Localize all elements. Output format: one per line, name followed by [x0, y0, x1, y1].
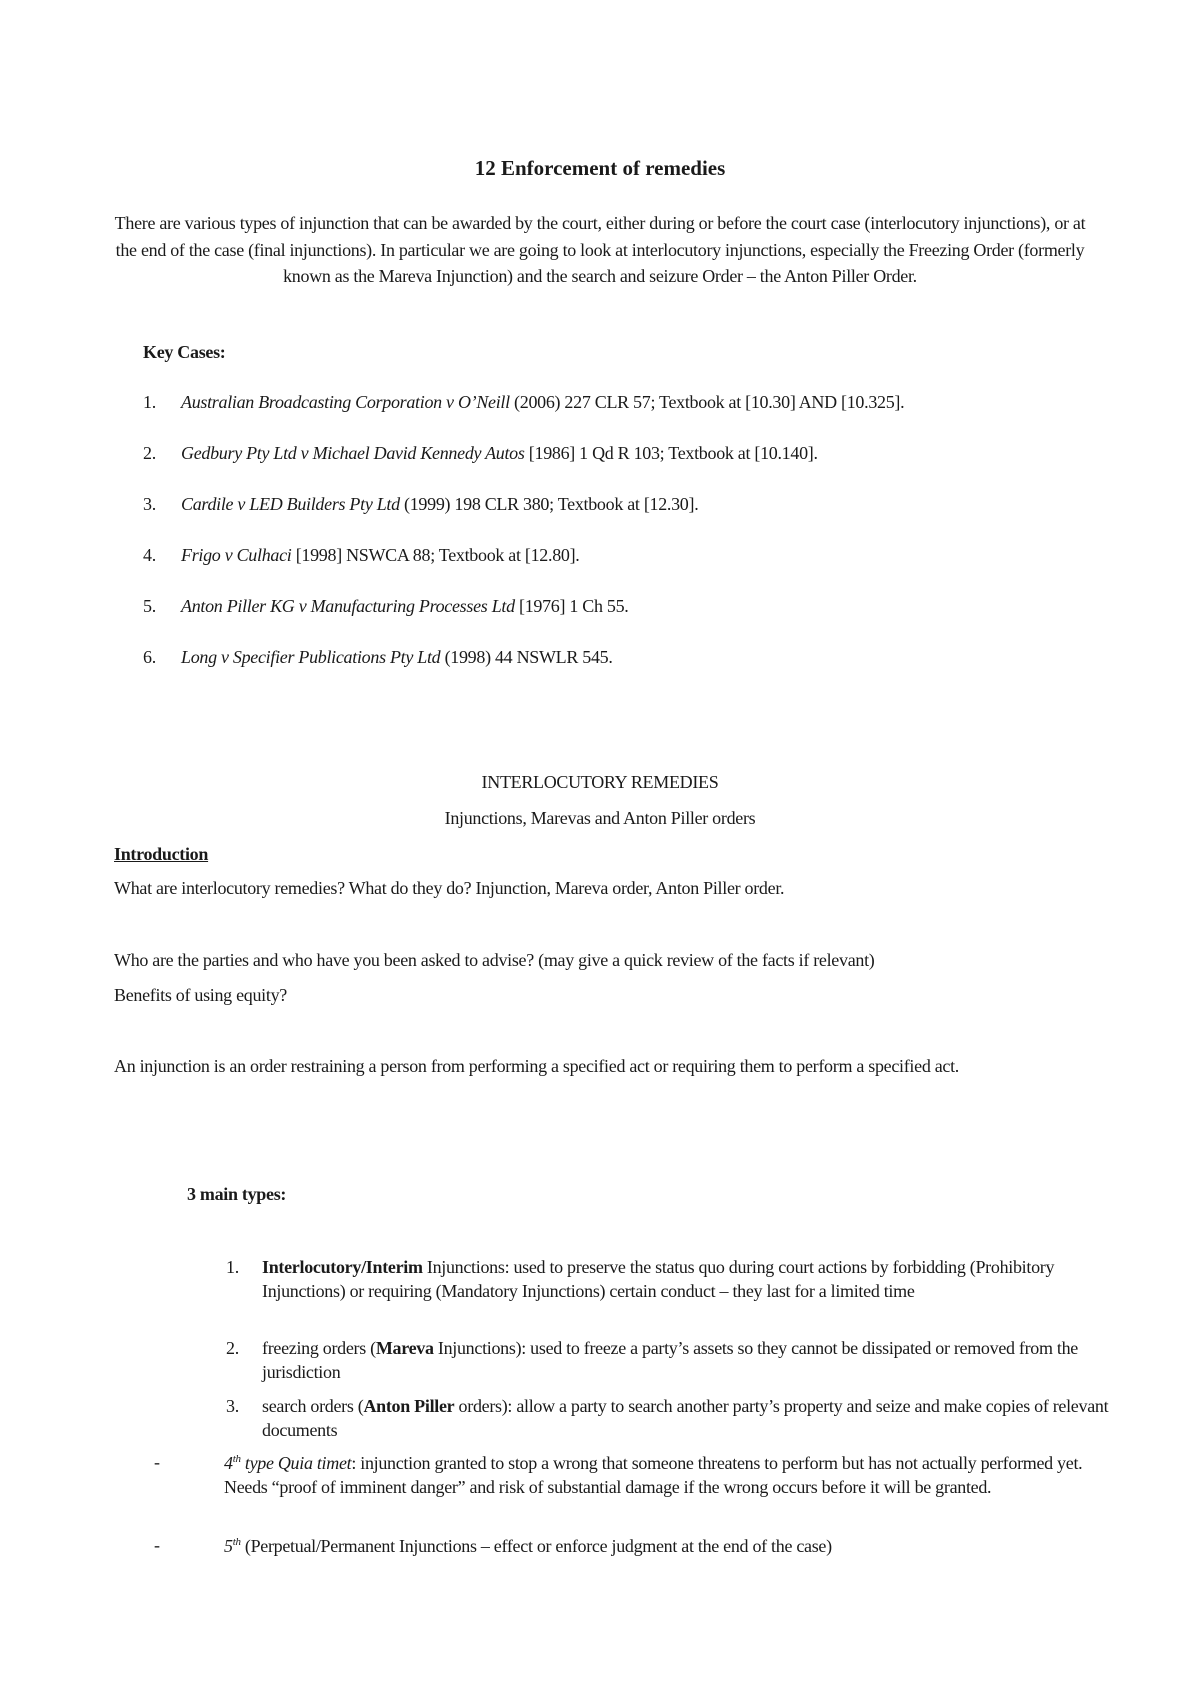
case-citation: [1998] NSWCA 88; Textbook at [12.80]. — [291, 545, 580, 565]
list-number: 2. — [226, 1338, 239, 1358]
case-citation: (1999) 198 CLR 380; Textbook at [12.30]. — [399, 494, 699, 514]
case-citation: (2006) 227 CLR 57; Textbook at [10.30] AND [10.325]. — [509, 392, 905, 412]
dash-item: 5th (Perpetual/Permanent Injunctions – effect or enforce judgment at the end of the case) — [224, 1536, 832, 1556]
case-number: 3. — [143, 494, 156, 514]
case-citation: [1986] 1 Qd R 103; Textbook at [10.140]. — [524, 443, 818, 463]
case-item — [143, 392, 904, 413]
list-text: search orders (Anton Piller orders): allow a party to search another party’s property and seize and make copies of relevant documents — [262, 1396, 1109, 1440]
case-citation: [1976] 1 Ch 55. — [514, 596, 629, 616]
case-number: 5. — [143, 596, 156, 616]
section-subheading: Injunctions, Marevas and Anton Piller orders — [444, 808, 756, 828]
paragraph: Who are the parties and who have you been asked to advise? (may give a quick review of the facts if relevant) — [114, 950, 875, 970]
case-name: Anton Piller KG v Manufacturing Processes Ltd — [181, 596, 515, 616]
types-heading: 3 main types: — [187, 1184, 287, 1204]
case-name: Australian Broadcasting Corporation v O’Neill — [181, 392, 510, 412]
case-item — [143, 443, 818, 464]
case-item — [143, 494, 698, 515]
dash-item: 4th type Quia timet: injunction granted to stop a wrong that someone threatens to perform but has not actually performed yet. Needs “proof of imminent danger” and risk of substantial damage if the wrong occurs before it will be granted. — [224, 1453, 1083, 1497]
case-number: 1. — [143, 392, 156, 412]
case-name: Gedbury Pty Ltd v Michael David Kennedy Autos — [181, 443, 525, 463]
paragraph: What are interlocutory remedies? What do they do? Injunction, Mareva order, Anton Piller order. — [114, 878, 785, 898]
case-number: 2. — [143, 443, 156, 463]
case-item — [143, 596, 629, 617]
section-heading: INTERLOCUTORY REMEDIES — [481, 772, 719, 792]
case-name: Frigo v Culhaci — [181, 545, 292, 565]
injunction-definition: An injunction is an order restraining a person from performing a specified act or requiring them to perform a specified act. — [114, 1056, 959, 1076]
case-name: Long v Specifier Publications Pty Ltd — [181, 647, 441, 667]
page-title: 12 Enforcement of remedies — [474, 156, 726, 180]
list-text: freezing orders (Mareva Injunctions): used to freeze a party’s assets so they cannot be dissipated or removed from the jurisdiction — [262, 1338, 1078, 1382]
dash-bullet: - — [154, 1452, 160, 1472]
case-item — [143, 647, 613, 668]
paragraph: Benefits of using equity? — [114, 985, 287, 1005]
case-citation: (1998) 44 NSWLR 545. — [440, 647, 613, 667]
case-number: 4. — [143, 545, 156, 565]
case-name: Cardile v LED Builders Pty Ltd — [181, 494, 400, 514]
list-number: 3. — [226, 1396, 239, 1416]
list-number: 1. — [226, 1257, 239, 1277]
list-text: Interlocutory/Interim Injunctions: used to preserve the status quo during court actions by forbidding (Prohibitory Injunctions) or requiring (Mandatory Injunctions) certain conduct – they last for a limited time — [262, 1257, 1055, 1301]
case-item — [143, 545, 579, 566]
key-cases-heading: Key Cases: — [143, 342, 226, 362]
intro-paragraph: There are various types of injunction that can be awarded by the court, either during or before the court case (interlocutory injunctions), or at the end of the case (final injunctions). In particular we are going to look at interlocutory injunctions, especially the Freezing Order (formerly known as the Mareva Injunction) and the search and seizure Order – the Anton Piller Order. — [114, 213, 1086, 286]
dash-bullet: - — [154, 1535, 160, 1555]
case-number: 6. — [143, 647, 156, 667]
introduction-heading: Introduction — [114, 844, 209, 864]
